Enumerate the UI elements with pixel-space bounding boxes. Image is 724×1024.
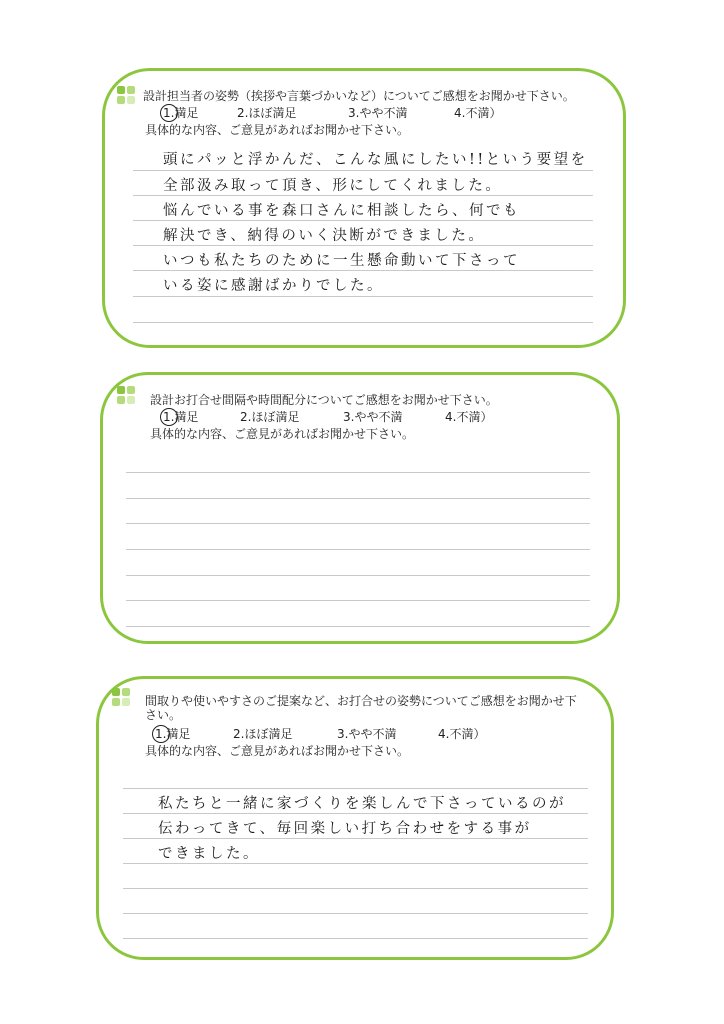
- ruled-line: [123, 913, 588, 914]
- ruled-line: [123, 938, 588, 939]
- ruled-line: [126, 626, 590, 627]
- question-1-text: 設計担当者の姿勢（挨拶や言葉づかいなど）についてご感想をお聞かせ下さい。: [143, 89, 575, 103]
- handwritten-answer-line: 伝わってきて、毎回楽しい打ち合わせをする事が: [158, 821, 532, 837]
- green-squares-icon: [117, 386, 137, 406]
- green-squares-icon: [112, 688, 132, 708]
- option-dissatisfied[interactable]: 4.不満）: [445, 410, 493, 424]
- handwritten-answer-line: できました。: [158, 846, 260, 862]
- ruled-line: [133, 296, 593, 297]
- ruled-line: [133, 170, 593, 171]
- comment-prompt-3: 具体的な内容、ご意見があればお聞かせ下さい。: [145, 744, 410, 758]
- option-slightly-dissatisfied[interactable]: 3.やや不満: [343, 410, 403, 424]
- ruled-line: [133, 322, 593, 323]
- handwritten-answer-line: いる姿に感謝ばかりでした。: [163, 278, 384, 294]
- handwritten-answer-line: 私たちと一緒に家づくりを楽しんで下さっているのが: [158, 796, 566, 812]
- handwritten-answer-line: 全部汲み取って頂き、形にしてくれました。: [163, 178, 503, 194]
- ruled-line: [123, 813, 588, 814]
- ruled-line: [126, 498, 590, 499]
- ruled-line: [123, 888, 588, 889]
- ruled-line: [133, 245, 593, 246]
- ruled-line: [133, 220, 593, 221]
- option-dissatisfied[interactable]: 4.不満）: [438, 727, 486, 741]
- comment-prompt-2: 具体的な内容、ご意見があればお聞かせ下さい。: [150, 427, 415, 441]
- ruled-line: [133, 270, 593, 271]
- ruled-line: [123, 788, 588, 789]
- ruled-line: [133, 195, 593, 196]
- ruled-line: [123, 863, 588, 864]
- ruled-line: [126, 575, 590, 576]
- handwritten-answer-line: いつも私たちのために一生懸命動いて下さって: [163, 253, 520, 269]
- option-slightly-dissatisfied[interactable]: 3.やや不満: [337, 727, 397, 741]
- ruled-line: [126, 523, 590, 524]
- option-mostly-satisfied[interactable]: 2.ほぼ満足: [237, 106, 297, 120]
- option-dissatisfied[interactable]: 4.不満）: [454, 106, 502, 120]
- option-satisfied[interactable]: 1.満足: [163, 106, 199, 120]
- question-2-text: 設計お打合せ間隔や時間配分についてご感想をお聞かせ下さい。: [150, 393, 498, 407]
- ruled-line: [126, 549, 590, 550]
- handwritten-answer-line: 頭にパッと浮かんだ、こんな風にしたい!!という要望を: [163, 152, 588, 168]
- option-satisfied[interactable]: 1.満足: [163, 410, 199, 424]
- ruled-line: [126, 600, 590, 601]
- option-slightly-dissatisfied[interactable]: 3.やや不満: [348, 106, 408, 120]
- ruled-line: [123, 838, 588, 839]
- handwritten-answer-line: 悩んでいる事を森口さんに相談したら、何でも: [163, 203, 520, 219]
- handwritten-answer-line: 解決でき、納得のいく決断ができました。: [163, 228, 486, 244]
- option-mostly-satisfied[interactable]: 2.ほぼ満足: [240, 410, 300, 424]
- option-mostly-satisfied[interactable]: 2.ほぼ満足: [233, 727, 293, 741]
- green-squares-icon: [117, 86, 137, 106]
- ruled-line: [126, 472, 590, 473]
- question-3-text: 間取りや使いやすさのご提案など、お打合せの姿勢についてご感想をお聞かせ下さい。: [145, 694, 577, 722]
- option-satisfied[interactable]: 1.満足: [155, 727, 191, 741]
- comment-prompt-1: 具体的な内容、ご意見があればお聞かせ下さい。: [145, 123, 410, 137]
